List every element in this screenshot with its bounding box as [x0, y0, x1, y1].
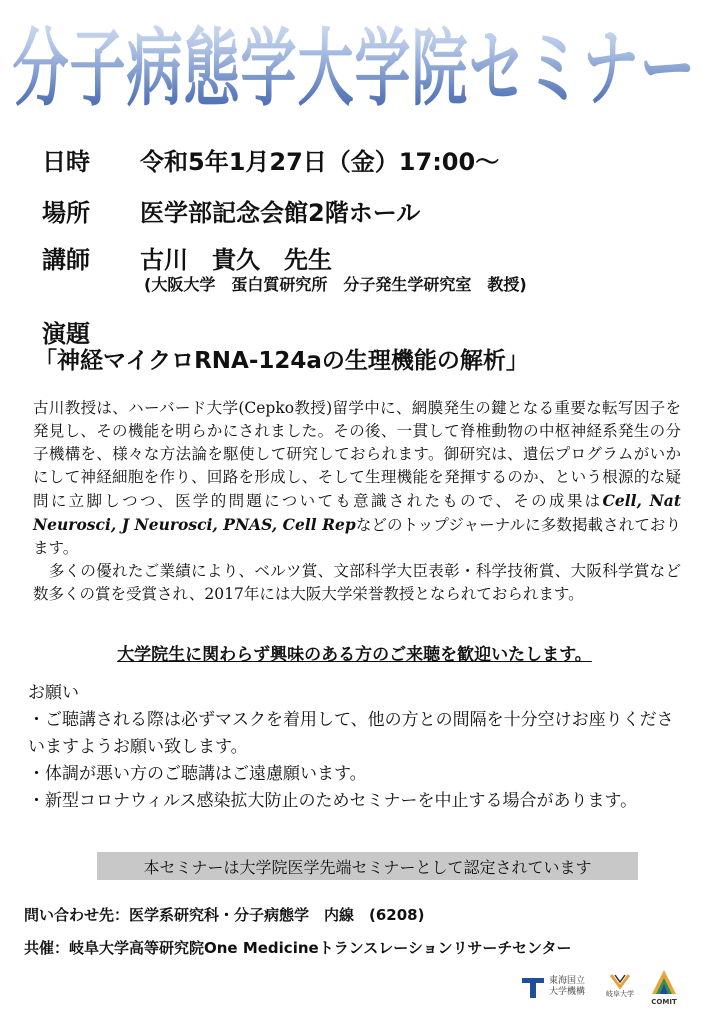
tokai-emblem-icon [520, 974, 546, 1000]
speaker-label: 講師 [42, 246, 90, 274]
welcome-message: 大学院生に関わらず興味のある方のご来聴を歓迎いたします。 [117, 645, 592, 665]
datetime-value: 令和5年1月27日（金）17:00～ [140, 148, 500, 176]
speaker-value: 古川 貴久 先生 [140, 246, 332, 274]
poster-title: 分子病態学大学院セミナー [13, 3, 697, 123]
bio-journals: Cell, Nat Neurosci, J Neurosci, PNAS, Cell Rep [33, 491, 682, 534]
comit-logo: COMIT [650, 968, 678, 1007]
lecture-title: 「神経マイクロRNA-124aの生理機能の解析」 [34, 348, 529, 374]
place-row [42, 193, 420, 228]
request-item: ・新型コロナウィルス感染拡大防止のためセミナーを中止する場合があります。 [28, 791, 638, 811]
gifu-logo: 岐阜大学 [606, 972, 634, 999]
logo-bar [520, 968, 690, 1014]
cohost-info: 共催：岐阜大学高等研究院One Medicineトランスレーションリサーチセンター [24, 939, 572, 957]
bio-paragraph-2: 多くの優れたご業績により、ベルツ賞、文部科学大臣表彰・科学技術賞、大阪科学賞など数多くの賞を受賞され、2017年には大阪大学栄誉教授となられておられます。 [33, 562, 681, 603]
request-item: ・体調が悪い方のご聴講はご遠慮願います。 [28, 764, 367, 784]
certification-banner: 本セミナーは大学院医学先端セミナーとして認定されています [97, 852, 638, 880]
speaker-row [42, 240, 332, 275]
bio-paragraph-1: 古川教授は、ハーバード大学(Cepko教授)留学中に、網膜発生の鍵となる重要な転写因子を発見し、その機能を明らかにされました。その後、一貫して脊椎動物の中枢神経系発生の分子機構を、様々な方法論を駆使して研究しておられます。御研究は、遺伝プログラムがいかにして神経細胞を作り、回路を形成し、そして生理機能を発揮するのか、という根源的な疑問に立脚しつつ、医学的問題についても意識されたもので、その成果はCell, Nat Neurosci, J Neurosci, PNAS, Cell Repなどのトップジャーナルに多数掲載されております。 [33, 399, 682, 557]
place-label: 場所 [42, 199, 90, 227]
poster-title-banner [0, 8, 709, 118]
requests-heading: お願い [28, 683, 79, 703]
datetime-label: 日時 [42, 148, 90, 176]
tokai-logo: 東海国立 大学機構 [520, 974, 585, 1000]
datetime-row [42, 142, 499, 177]
request-item: ・ご聴講される際は必ずマスクを着用して、他の方との間隔を十分空けお座りくださいますようお願い致します。 [28, 710, 674, 757]
requests-section [28, 680, 688, 815]
place-value: 医学部記念会館2階ホール [140, 199, 421, 227]
speaker-biography [33, 397, 681, 606]
lecture-heading: 演題 [42, 320, 90, 348]
gifu-emblem-icon [608, 972, 632, 990]
contact-info: 問い合わせ先：医学系研究科・分子病態学 内線 (6208) [24, 906, 425, 924]
speaker-affiliation: (大阪大学 蛋白質研究所 分子発生学研究室 教授) [144, 275, 527, 294]
comit-emblem-icon [650, 968, 678, 998]
